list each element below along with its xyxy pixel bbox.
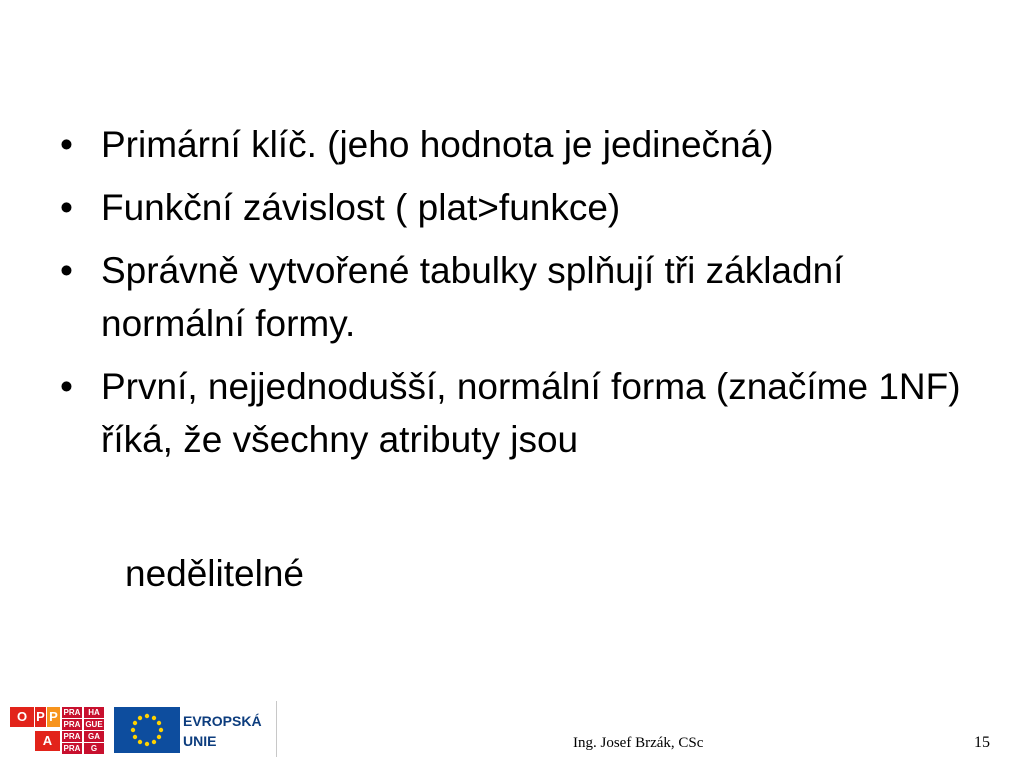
indented-text: nedělitelné bbox=[125, 553, 304, 594]
bullet-list bbox=[60, 118, 980, 476]
bullet-text: Správně vytvořené tabulky splňují tři základní normální formy. bbox=[101, 250, 844, 344]
praha-text: G bbox=[84, 743, 104, 754]
praha-text: HA bbox=[84, 707, 104, 718]
praha-text: PRA bbox=[63, 708, 81, 717]
oppa-letter: P bbox=[35, 707, 46, 727]
oppa-logo bbox=[10, 707, 60, 753]
bullet-item bbox=[60, 244, 980, 350]
logo-divider bbox=[276, 701, 277, 757]
eu-label-line1: EVROPSKÁ bbox=[183, 713, 262, 729]
bullet-item bbox=[60, 118, 980, 171]
page-number: 15 bbox=[974, 734, 990, 751]
bullet-item bbox=[60, 181, 980, 234]
oppa-letter: A bbox=[35, 731, 60, 751]
praha-text: PRA bbox=[63, 744, 81, 753]
bullet-symbol: • bbox=[60, 250, 73, 291]
praha-text: GUE bbox=[85, 720, 103, 729]
bullet-symbol: • bbox=[60, 366, 73, 407]
eu-flag-icon bbox=[114, 707, 180, 753]
eu-label-line2: UNIE bbox=[183, 733, 217, 749]
praha-text: GA bbox=[84, 731, 104, 742]
praha-logo bbox=[62, 707, 112, 753]
bullet-symbol: • bbox=[60, 124, 73, 165]
praha-text: PRA bbox=[63, 720, 81, 729]
oppa-letter: P bbox=[47, 707, 60, 727]
bullet-symbol: • bbox=[60, 187, 73, 228]
bullet-item bbox=[60, 360, 980, 466]
bullet-text: Primární klíč. (jeho hodnota je jedinečná) bbox=[101, 124, 774, 165]
oppa-letter: O bbox=[10, 707, 34, 727]
bullet-text: První, nejjednodušší, normální forma (značíme 1NF) říká, že všechny atributy jsou bbox=[101, 366, 961, 460]
footer-author: Ing. Josef Brzák, CSc bbox=[573, 735, 704, 751]
bullet-text: Funkční závislost ( plat>funkce) bbox=[101, 187, 621, 228]
praha-text: PRA bbox=[63, 732, 81, 741]
eu-stars-icon bbox=[114, 707, 180, 753]
eu-label bbox=[183, 711, 262, 751]
